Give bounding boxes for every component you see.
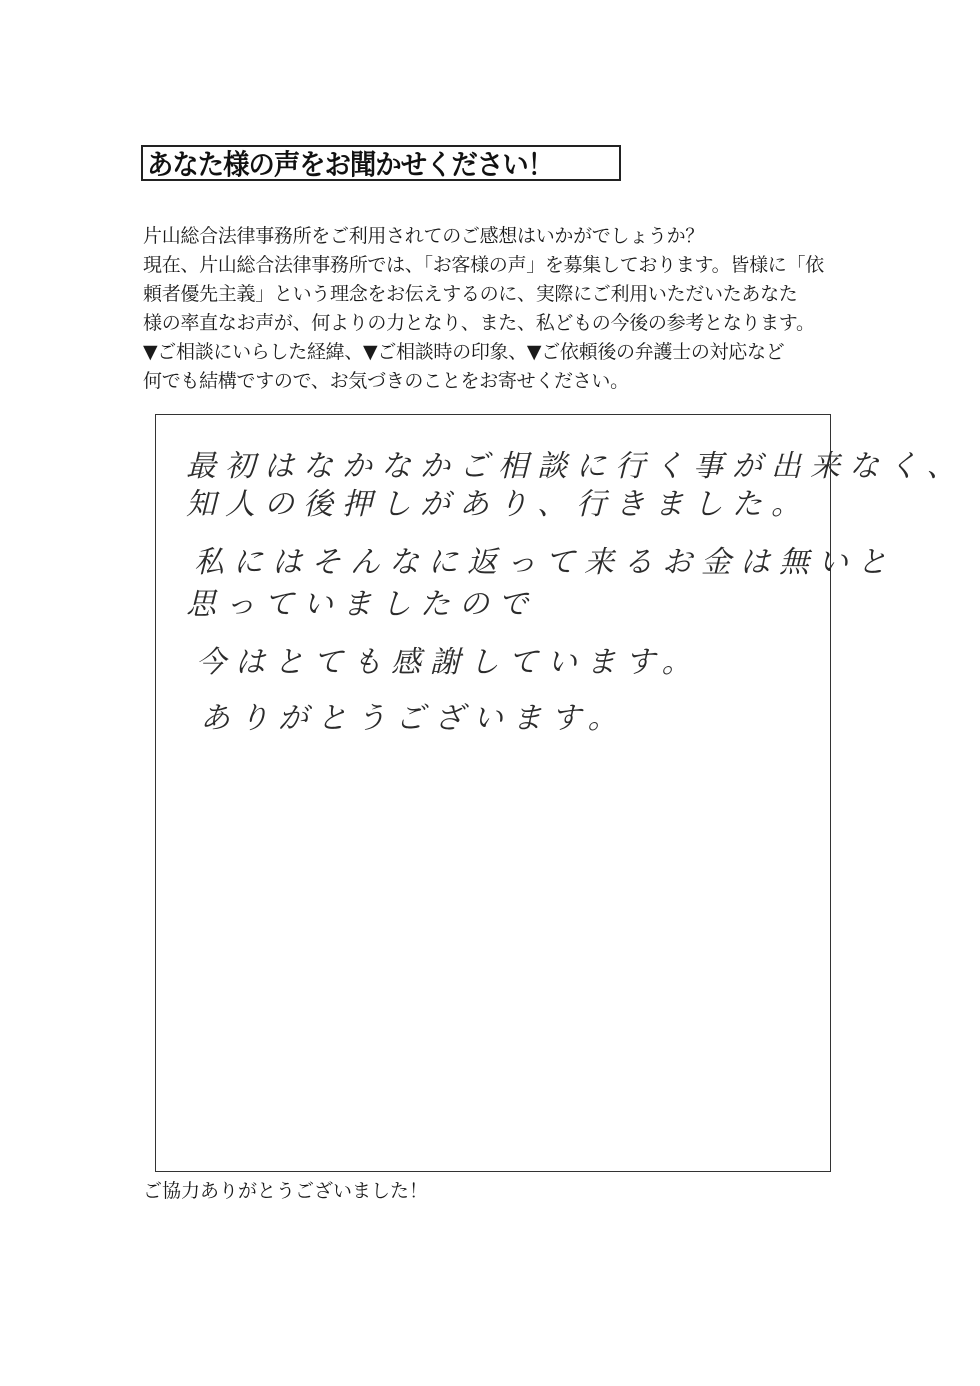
comment-box bbox=[155, 414, 966, 1172]
handwritten-line: 最初はなかなかご相談に行く事が出来なく、 bbox=[186, 449, 966, 484]
handwritten-line: 私にはそんなに返って来るお金は無いと bbox=[194, 545, 896, 580]
handwritten-line: 思っていましたので bbox=[186, 587, 537, 622]
intro-line: ▼ご相談にいらした経緯、▼ご相談時の印象、▼ご依頼後の弁護士の対応など bbox=[143, 341, 785, 363]
title-box bbox=[141, 145, 621, 181]
intro-line: 何でも結構ですので、お気づきのことをお寄せください。 bbox=[143, 370, 629, 392]
intro-line: 様の率直なお声が、何よりの力となり、また、私どもの今後の参考となります。 bbox=[143, 312, 815, 334]
thanks-text: ご協力ありがとうございました！ bbox=[143, 1180, 429, 1202]
intro-line: 片山総合法律事務所をご利用されてのご感想はいかがでしょうか？ bbox=[143, 225, 705, 247]
intro-text bbox=[143, 222, 863, 396]
handwritten-line: ありがとうございます。 bbox=[200, 701, 627, 736]
intro-line: 現在、片山総合法律事務所では、「お客様の声」を募集しております。皆様に「依 bbox=[143, 254, 824, 276]
intro-line: 頼者優先主義」という理念をお伝えするのに、実際にご利用いただいたあなた bbox=[143, 283, 798, 305]
page-title: あなた様の声をお聞かせください！ bbox=[147, 148, 554, 181]
handwritten-line: 知人の後押しがあり、行きました。 bbox=[186, 487, 810, 522]
handwritten-line: 今はとても感謝しています。 bbox=[196, 645, 701, 680]
